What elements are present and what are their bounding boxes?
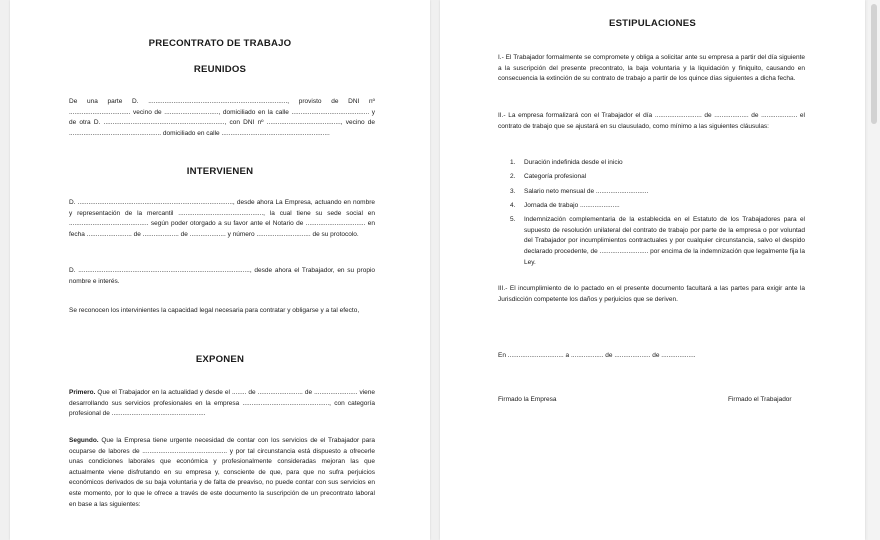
intervienen-capacidad: Se reconocen los intervinientes la capacidad legal necesaria para contratar y obligarse y a tal efecto,: [69, 307, 360, 314]
heading-intervienen: INTERVIENEN: [186, 166, 254, 177]
scrollbar-thumb[interactable]: [871, 4, 877, 124]
list-item: [510, 215, 805, 268]
document-title: PRECONTRATO DE TRABAJO: [148, 38, 292, 49]
exponen-segundo: [69, 436, 375, 510]
intervienen-empresa: D. ......................................................................................, desde ahora La Empresa, actuando en nombre y representación de la mercantil ..............................................., la cual tiene su sede social en ............................................ según poder otorgado a su favor ante el Notario de ................................. en fecha ......................... de .................... de .................... y número .............................. de su protocolo.: [69, 199, 375, 238]
heading-exponen: EXPONEN: [195, 354, 245, 365]
list-item-number: 5.: [510, 216, 516, 224]
clause-ii: II.- La empresa formalizará con el Trabajador el día .......................... de ................... de .................... el contrato de trabajo que se ajustará en su clausulado, como mínimo a las siguientes cláusulas:: [498, 112, 805, 130]
list-item: [510, 201, 805, 212]
exponen-primero: [69, 388, 375, 420]
page-right: [440, 0, 865, 540]
reunidos-text: De una parte D. ............................................................................., provisto de DNI nº .................................. vecino de .............................., domiciliado en la calle ........................................... y de otra D. ..................................................................., con DNI nº ........................................., vecino de ................................................... domiciliado en calle ............................................................: [69, 98, 375, 137]
signature-worker: Firmado el Trabajador: [728, 396, 792, 403]
list-item-text: Indemnización complementaria de la establecida en el Estatuto de los Trabajadores para el supuesto de resolución unilateral del contrato de trabajo por parte de la empresa o por voluntad del Trabajador por incumplimientos contractuales y por cualquier circunstancia, salvo el despido declarado procedente, de ........................... por encima de la indemnización que legalmente fija la Ley.: [524, 216, 805, 266]
signature-company: Firmado la Empresa: [498, 396, 557, 403]
list-item: [510, 172, 805, 183]
intervienen-trabajador: D. ..............................................................................................., desde ahora el Trabajador, en su propio nombre e interés.: [69, 267, 375, 285]
list-item-number: 2.: [510, 173, 516, 181]
place-date-line: En ............................... a .................. de .................... de ...................: [498, 352, 696, 359]
list-item-number: 4.: [510, 201, 516, 209]
clause-iii: III.- El incumplimiento de lo pactado en el presente documento facultará a las partes para exigir ante la Jurisdicción competente los daños y perjuicios que se deriven.: [498, 285, 805, 303]
list-item-number: 3.: [510, 187, 516, 195]
list-item-text: Salario neto mensual de .............................: [524, 187, 649, 195]
list-item-text: Jornada de trabajo ......................: [524, 201, 620, 209]
vertical-scrollbar[interactable]: [868, 0, 880, 540]
list-item: [510, 187, 805, 198]
segundo-text: Que la Empresa tiene urgente necesidad de contar con los servicios de el Trabajador para ocuparse de labores de ............................................... y por tal circunstancia está dispuesto a ofrecerle unas condiciones laborales que económica y profesionalmente consideradas mejoran las que actualmente viene disfrutando en su empresa y, consciente de que, para que no sufra perjuicios económicos derivados de su baja voluntaria y de falta de preaviso, no puede contar con sus servicios en este momento, por lo que le ofrece a través de este documento la suscripción de un precontrato laboral en base a las siguientes:: [69, 437, 375, 508]
list-item: [510, 158, 805, 169]
list-item-text: Categoría profesional: [524, 173, 587, 181]
clause-list: [510, 158, 805, 272]
page-left: [10, 0, 430, 540]
clause-i: I.- El Trabajador formalmente se compromete y obliga a solicitar ante su empresa a partir del día siguiente a la suscripción del presente precontrato, la baja voluntaria y la liquidación y finiquito, causando en consecuencia la extinción de su contrato de trabajo a partir de los quince días siguientes a dicha fecha.: [498, 54, 805, 83]
segundo-label: Segundo.: [69, 437, 99, 444]
primero-text: Que el Trabajador en la actualidad y desde el ........ de ......................... de ........................ viene desarrollando sus servicios profesionales en la empresa ................................................, con categoría profesional de ....................................................: [69, 389, 375, 418]
heading-reunidos: REUNIDOS: [193, 64, 247, 75]
primero-label: Primero.: [69, 389, 96, 396]
list-item-text: Duración indefinida desde el inicio: [524, 159, 623, 166]
heading-estipulaciones: ESTIPULACIONES: [608, 18, 697, 29]
list-item-number: 1.: [510, 159, 516, 166]
